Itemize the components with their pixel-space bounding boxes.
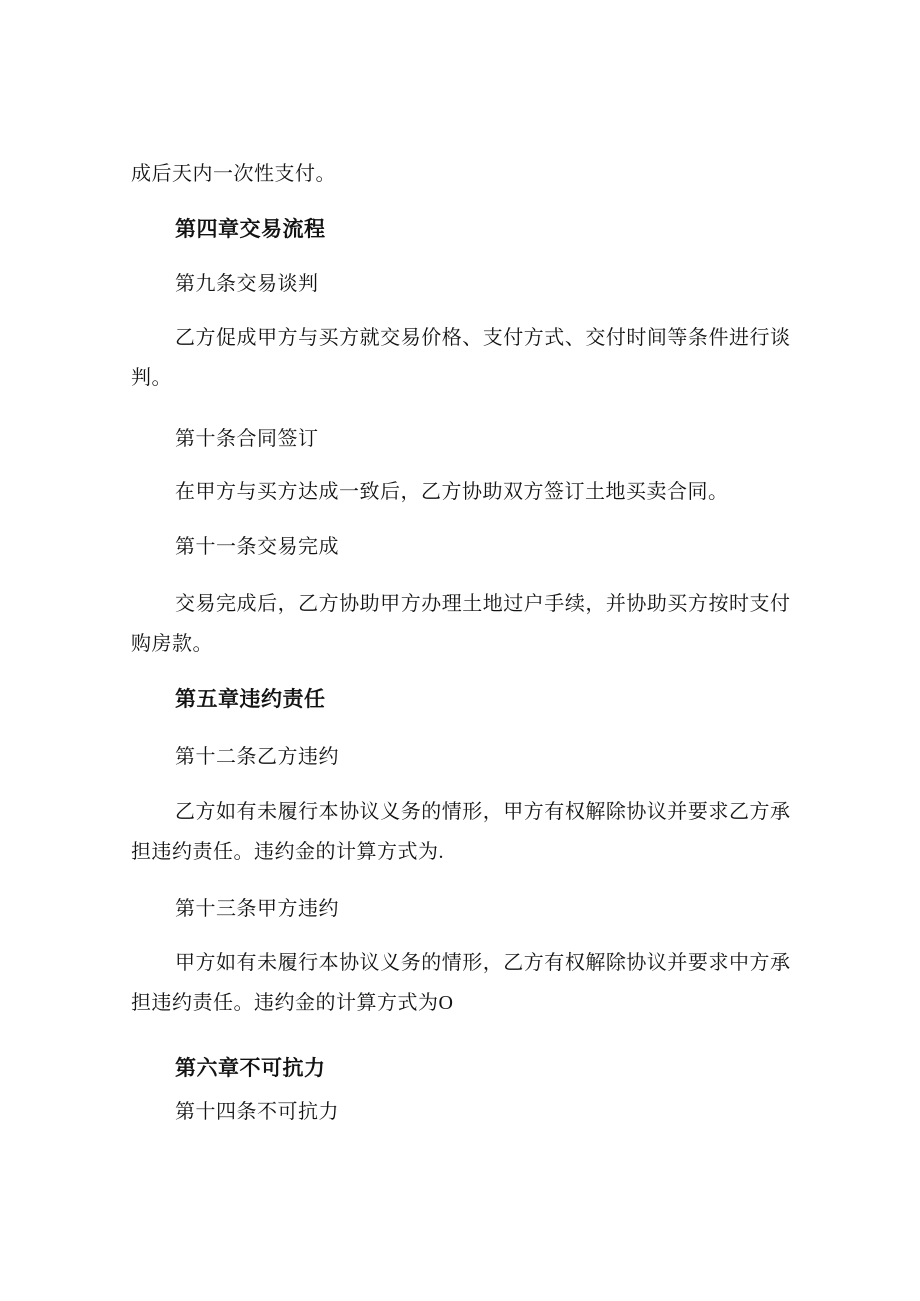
chapter-heading-6: 第六章不可抗力 — [175, 1057, 326, 1080]
article-13-title: 第十三条甲方违约 — [175, 898, 339, 920]
article-11-body-line-2: 购房款。 — [131, 633, 213, 655]
article-11-title: 第十一条交易完成 — [175, 536, 339, 558]
article-10-title: 第十条合同签订 — [175, 428, 319, 450]
article-14-title: 第十四条不可抗力 — [175, 1101, 339, 1123]
article-9-body-line-1: 乙方促成甲方与买方就交易价格、支付方式、交付时间等条件进行谈 — [175, 327, 790, 349]
chapter-heading-5: 第五章违约责任 — [175, 688, 326, 711]
chapter-heading-4: 第四章交易流程 — [175, 218, 326, 241]
article-9-title: 第九条交易谈判 — [175, 273, 319, 295]
article-13-body-line-1: 甲方如有未履行本协议义务的情形，乙方有权解除协议并要求中方承 — [175, 952, 790, 974]
paragraph-tail-payment: 成后天内一次性支付。 — [131, 163, 336, 185]
article-10-body: 在甲方与买方达成一致后，乙方协助双方签订土地买卖合同。 — [175, 481, 729, 503]
article-13-body-line-2: 担违约责任。违约金的计算方式为O — [131, 992, 454, 1014]
article-11-body-line-1: 交易完成后，乙方协助甲方办理土地过户手续，并协助买方按时支付 — [175, 593, 790, 615]
article-12-body-line-2: 担违约责任。违约金的计算方式为. — [131, 841, 444, 863]
article-9-body-line-2: 判。 — [131, 367, 172, 389]
document-content — [131, 154, 790, 1132]
article-12-body-line-1: 乙方如有未履行本协议义务的情形，甲方有权解除协议并要求乙方承 — [175, 801, 790, 823]
article-12-title: 第十二条乙方违约 — [175, 746, 339, 768]
